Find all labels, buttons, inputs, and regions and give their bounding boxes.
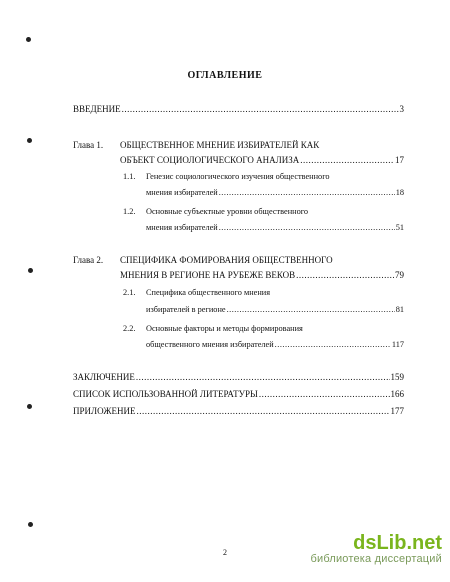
toc-entry-label: СПИСОК ИСПОЛЬЗОВАННОЙ ЛИТЕРАТУРЫ: [73, 389, 258, 399]
toc-page-number: 79: [395, 270, 404, 280]
scan-speck: [27, 138, 32, 143]
toc-entry-label: ВВЕДЕНИЕ: [73, 104, 121, 114]
chapter-title-line: ОБЪЕКТ СОЦИОЛОГИЧЕСКОГО АНАЛИЗА: [120, 155, 300, 165]
toc-heading: ОГЛАВЛЕНИЕ: [187, 70, 263, 81]
toc-page-number: 18: [395, 188, 404, 197]
toc-entry-label: ПРИЛОЖЕНИЕ: [73, 406, 136, 416]
section-title-line: общественного мнения избирателей: [146, 340, 274, 349]
section-title-line: Основные субъектные уровни общественного: [146, 207, 309, 216]
toc-entry-chapter1: [120, 155, 404, 165]
dot-leader: [300, 155, 394, 165]
section-title-line: избирателей в регионе: [146, 305, 226, 314]
toc-entry-appendix: [73, 406, 404, 416]
section-title-line: мнения избирателей: [146, 188, 218, 197]
section-title-line: мнения избирателей: [146, 223, 218, 232]
toc-page-number: 117: [391, 340, 404, 349]
watermark-logo: dsLib.net: [353, 532, 442, 554]
dot-leader: [275, 340, 391, 349]
chapter-title-line: ОБЩЕСТВЕННОЕ МНЕНИЕ ИЗБИРАТЕЛЕЙ КАК: [120, 140, 320, 150]
section-number: 1.1.: [123, 172, 136, 181]
toc-entry-references: [73, 389, 404, 399]
toc-page-number: 166: [390, 389, 404, 399]
section-number: 2.2.: [123, 324, 136, 333]
scan-speck: [27, 404, 32, 409]
toc-page-number: 81: [395, 305, 404, 314]
toc-entry-intro: [73, 104, 404, 114]
toc-page-number: 17: [395, 155, 404, 165]
toc-entry-conclusion: [73, 372, 404, 382]
scan-speck: [28, 268, 33, 273]
watermark-caption: библиотека диссертаций: [310, 553, 442, 565]
section-number: 1.2.: [123, 207, 136, 216]
section-title-line: Генезис социологического изучения общественного: [146, 172, 330, 181]
section-title-line: Основные факторы и методы формирования: [146, 324, 303, 333]
toc-entry-label: ЗАКЛЮЧЕНИЕ: [73, 372, 135, 382]
toc-page-number: 177: [390, 406, 404, 416]
section-number: 2.1.: [123, 288, 136, 297]
scan-speck: [28, 522, 33, 527]
watermark: [310, 533, 442, 565]
dot-leader: [136, 406, 389, 416]
toc-entry-chapter2: [120, 270, 404, 280]
toc-entry-section: [146, 340, 404, 349]
dot-leader: [227, 305, 395, 314]
chapter-number: Глава 2.: [73, 255, 104, 265]
dot-leader: [296, 270, 394, 280]
toc-page-number: 51: [395, 223, 404, 232]
chapter-title-line: СПЕЦИФИКА ФОМИРОВАНИЯ ОБЩЕСТВЕННОГО: [120, 255, 333, 265]
scan-speck: [26, 37, 31, 42]
toc-entry-section: [146, 188, 404, 197]
toc-entry-section: [146, 305, 404, 314]
page-number: 2: [223, 548, 227, 557]
dot-leader: [219, 188, 395, 197]
dot-leader: [122, 104, 399, 114]
chapter-number: Глава 1.: [73, 140, 104, 150]
dot-leader: [136, 372, 390, 382]
chapter-title-line: МНЕНИЯ В РЕГИОНЕ НА РУБЕЖЕ ВЕКОВ: [120, 270, 296, 280]
toc-page-number: 3: [399, 104, 404, 114]
dot-leader: [259, 389, 390, 399]
dot-leader: [219, 223, 395, 232]
toc-entry-section: [146, 223, 404, 232]
section-title-line: Специфика общественного мнения: [146, 288, 271, 297]
toc-page-number: 159: [390, 372, 404, 382]
